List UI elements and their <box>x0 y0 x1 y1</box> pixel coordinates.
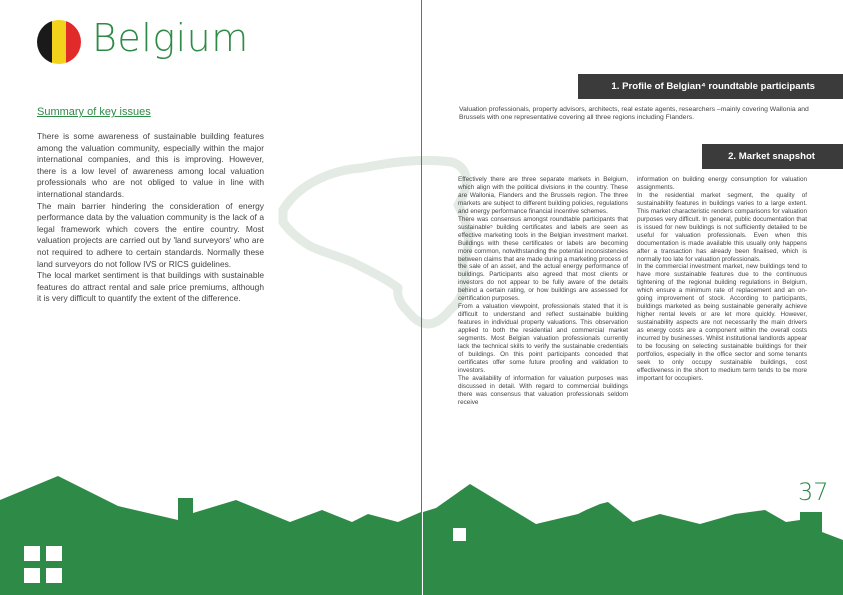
market-paragraph: There was consensus amongst roundtable participants that sustainable⁵ building certificates and labels are seen as effective marketing tools in the Belgian investment market. Buildings with these certificates or labels are becoming more common, notwithstanding the potential inconsistencies between claims that are made during a marketing process of the sale of an asset, and the actual energy performance of buildings. Participants also agreed that most clients or investors do not appear to be fully aware of the details behind a certain rating, or how buildings are assessed for certification purposes. <box>458 215 628 303</box>
market-paragraph: From a valuation viewpoint, professionals stated that it is difficult to understand and reflect sustainable building features in individual property valuations. This observation applied to both the residential and commercial market segments. Most Belgian valuation professionals currently lack the technical skills to verify the sustainable credentials of buildings. On this point participants conceded that certificates offer some future proofing and validation to investors. <box>458 303 628 374</box>
market-paragraph: Effectively there are three separate markets in Belgium, which align with the political divisions in the country. These are Wallonia, Flanders and the Brussels region. The three markets are subject to different building policies, regulations and energy performance financial incentive schemes. <box>458 176 628 215</box>
market-paragraph: The availability of information for valuation purposes was discussed in detail. With regard to commercial buildings there was consensus that valuation professionals seldom receive <box>458 374 628 406</box>
page-title: Belgium <box>92 16 249 60</box>
market-section-banner: 2. Market snapshot <box>702 144 843 169</box>
profile-section-banner: 1. Profile of Belgian⁴ roundtable participants <box>578 74 843 99</box>
four-squares-logo-icon <box>24 568 40 583</box>
summary-paragraph: The local market sentiment is that buildings with sustainable features do attract rental and sale price premiums, although it is very difficult to quantify the extent of the difference. <box>37 270 264 304</box>
market-paragraph: In the residential market segment, the quality of sustainability features in buildings varies to a large extent. This market characteristic renders comparisons for valuation purposes very difficult. In general, public documentation that is issued for new buildings is not sufficiently detailed to be useful for valuation professionals. Even when this documentation is made available this usually only happens after a transaction has already been finalised, which is normally too late for valuation professionals. <box>637 191 807 263</box>
page-number: 37 <box>798 478 829 506</box>
skyline-left <box>0 476 421 595</box>
profile-text: Valuation professionals, property advisors, architects, real estate agents, researchers –mainly covering Wallonia and Brussels with one representative covering all three regions including Flanders. <box>459 106 809 122</box>
summary-heading: Summary of key issues <box>37 106 151 118</box>
summary-paragraph: There is some awareness of sustainable building features among the valuation community, especially within the major international companies, and this is improving. However, there is a low level of awareness among local valuation professionals who are not obliged to value in line with international standards. <box>37 131 264 199</box>
window-square-icon <box>453 528 466 541</box>
four-squares-logo-icon <box>46 568 62 583</box>
market-paragraph: In the commercial investment market, new buildings tend to have more sustainable features due to the continuous tightening of the regional building regulations in Belgium, which ensure a minimum rate of replacement and an on-going improvement of stock. According to participants, buildings marketed as being sustainable generally achieve higher rental levels or are let more quickly. However, sustainability aspects are not necessarily the main drivers as energy costs are a component within the overall costs incurred by businesses. Whilst institutional landlords appear to be focusing on selecting sustainable buildings for their portfolios, especially in the office sector and some tenants seek to only occupy sustainable buildings, cost effectiveness in the short to medium term tends to be more important for occupiers. <box>637 263 807 382</box>
four-squares-logo-icon <box>24 546 40 561</box>
market-paragraph: information on building energy consumption for valuation assignments. <box>637 176 807 191</box>
four-squares-logo-icon <box>46 546 62 561</box>
summary-paragraph: The main barrier hindering the consideration of energy performance data by the valuation community is the lack of a legal framework which covers the entire country. Most valuation projects are carried out by 'land surveyors' who are not required to adhere to certain standards. Normally these land surveyors do not follow IVS or RICS guidelines. <box>37 200 264 269</box>
skyline-right <box>423 484 843 595</box>
